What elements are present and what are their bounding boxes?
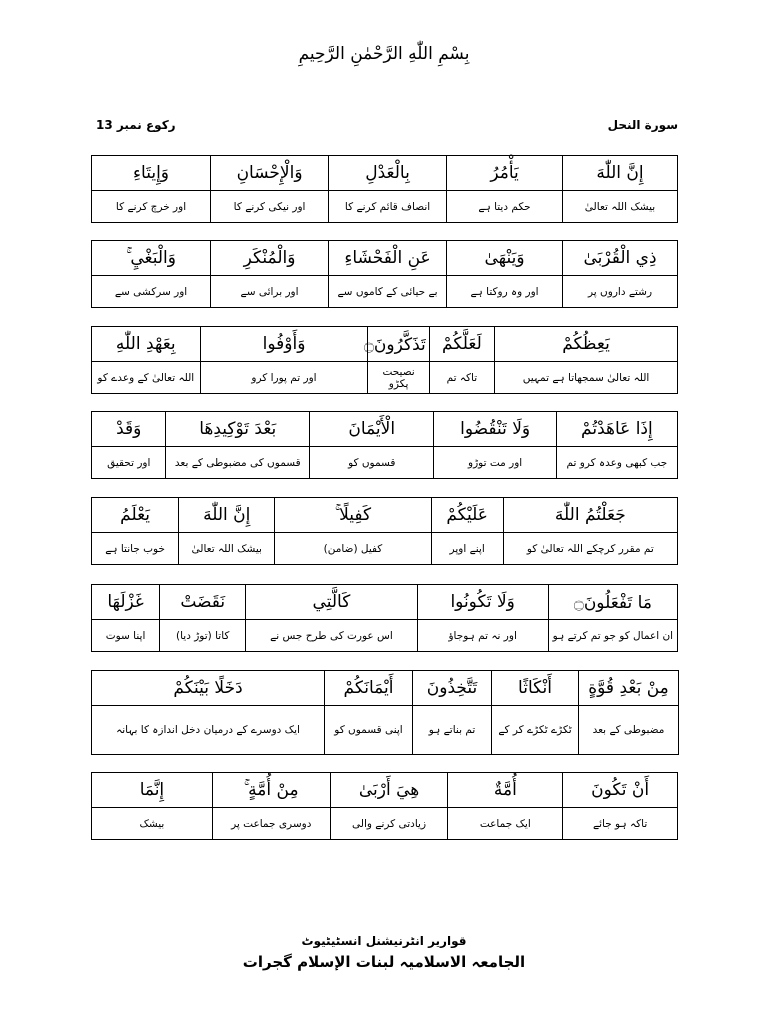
urdu-meaning: اور برائی سے — [211, 276, 329, 308]
arabic-row — [92, 241, 678, 276]
arabic-word: وَقَدْ — [92, 412, 166, 447]
arabic-word: بِعَهْدِ اللّٰهِ — [92, 327, 201, 362]
arabic-word: مِنْ أُمَّةٍ ۚ — [212, 773, 330, 808]
arabic-row — [92, 327, 678, 362]
arabic-word: بَعْدَ تَوْكِيدِهَا — [166, 412, 310, 447]
urdu-meaning: بیشک اللہ تعالیٰ — [563, 191, 678, 223]
urdu-meaning: ان اعمال کو جو تم کرتے ہو — [548, 620, 677, 652]
urdu-meaning: مضبوطی کے بعد — [579, 706, 679, 755]
arabic-word: إِنَّمَا — [92, 773, 213, 808]
arabic-word: مَا تَفْعَلُونَ۝ — [548, 585, 677, 620]
arabic-word: عَنِ الْفَحْشَاءِ — [329, 241, 447, 276]
urdu-meaning: اور خرچ کرنے کا — [92, 191, 211, 223]
urdu-meaning: کفیل (ضامن) — [275, 533, 431, 565]
urdu-meaning: بیشک اللہ تعالیٰ — [179, 533, 275, 565]
arabic-row — [92, 671, 679, 706]
institute-name: قواریر انٹرنیشنل انسٹیٹیوٹ — [301, 934, 467, 948]
urdu-meaning: قسموں کو — [310, 447, 434, 479]
urdu-meaning: اللہ تعالیٰ کے وعدے کو — [92, 362, 201, 394]
urdu-meaning: قسموں کی مضبوطی کے بعد — [166, 447, 310, 479]
urdu-row — [92, 191, 678, 223]
urdu-row — [92, 447, 678, 479]
arabic-word: غَزْلَهَا — [92, 585, 160, 620]
translation-table — [91, 497, 678, 565]
urdu-meaning: اور تحقیق — [92, 447, 166, 479]
translation-table — [91, 411, 678, 479]
urdu-meaning: خوب جانتا ہے — [92, 533, 179, 565]
arabic-row — [92, 156, 678, 191]
arabic-word: يَعْلَمُ — [92, 498, 179, 533]
arabic-word: كَفِيلًا ۚ — [275, 498, 431, 533]
arabic-word: تَتَّخِذُونَ — [413, 671, 492, 706]
arabic-word: أَيْمَانَكُمْ — [325, 671, 413, 706]
arabic-word: دَخَلًا بَيْنَكُمْ — [92, 671, 325, 706]
arabic-word: إِنَّ اللّٰهَ — [179, 498, 275, 533]
translation-table — [91, 240, 678, 308]
arabic-word: وَيَنْهَىٰ — [447, 241, 563, 276]
arabic-word: يَعِظُكُمْ — [495, 327, 678, 362]
arabic-word: وَلَا تَنْقُضُوا — [434, 412, 556, 447]
translation-table — [91, 772, 678, 840]
urdu-meaning: اس عورت کی طرح جس نے — [246, 620, 417, 652]
urdu-meaning: زیادتی کرنے والی — [330, 808, 448, 840]
urdu-meaning: اور نہ تم ہوجاؤ — [417, 620, 548, 652]
urdu-meaning: تم مقرر کرچکے اللہ تعالیٰ کو — [503, 533, 677, 565]
arabic-word: وَلَا تَكُونُوا — [417, 585, 548, 620]
bismillah-heading: بِسْمِ اللّٰهِ الرَّحْمٰنِ الرَّحِيمِ — [298, 44, 470, 64]
urdu-row — [92, 808, 678, 840]
arabic-row — [92, 773, 678, 808]
urdu-row — [92, 362, 678, 394]
translation-table — [91, 584, 678, 652]
urdu-meaning: تاکہ ہو جائے — [563, 808, 678, 840]
arabic-word: وَالْمُنْكَرِ — [211, 241, 329, 276]
urdu-meaning: بے حیائی کے کاموں سے — [329, 276, 447, 308]
arabic-word: إِنَّ اللّٰهَ — [563, 156, 678, 191]
urdu-meaning: حکم دیتا ہے — [447, 191, 563, 223]
urdu-meaning: اور وہ روکتا ہے — [447, 276, 563, 308]
arabic-word: وَأَوْفُوا — [200, 327, 368, 362]
urdu-meaning: اللہ تعالیٰ سمجھاتا ہے تمہیں — [495, 362, 678, 394]
arabic-word: مِنْ بَعْدِ قُوَّةٍ — [579, 671, 679, 706]
arabic-word: أَنْكَاثًا — [492, 671, 579, 706]
urdu-meaning: اپنا سوت — [92, 620, 160, 652]
urdu-meaning: دوسری جماعت پر — [212, 808, 330, 840]
ruku-number: رکوع نمبر 13 — [96, 118, 176, 132]
urdu-meaning: ٹکڑے ٹکڑے کر کے — [492, 706, 579, 755]
urdu-row — [92, 533, 678, 565]
urdu-row — [92, 706, 679, 755]
urdu-meaning: جب کبھی وعدہ کرو تم — [556, 447, 677, 479]
arabic-row — [92, 412, 678, 447]
urdu-meaning: تم بناتے ہو — [413, 706, 492, 755]
arabic-word: لَعَلَّكُمْ — [429, 327, 494, 362]
arabic-word: هِيَ أَرْبَىٰ — [330, 773, 448, 808]
urdu-row — [92, 276, 678, 308]
urdu-meaning: اور تم پورا کرو — [200, 362, 368, 394]
arabic-word: كَالَّتِي — [246, 585, 417, 620]
arabic-word: عَلَيْكُمْ — [431, 498, 503, 533]
arabic-word: بِالْعَدْلِ — [329, 156, 447, 191]
translation-table — [91, 155, 678, 223]
arabic-word: وَإِيتَاءِ — [92, 156, 211, 191]
urdu-meaning: اپنی قسموں کو — [325, 706, 413, 755]
urdu-meaning: نصیحت پکڑو — [368, 362, 429, 394]
urdu-row — [92, 620, 678, 652]
urdu-meaning: ایک جماعت — [448, 808, 563, 840]
urdu-meaning: تاکہ تم — [429, 362, 494, 394]
arabic-word: أَنْ تَكُونَ — [563, 773, 678, 808]
urdu-meaning: ایک دوسرے کے درمیان دخل اندازہ کا بہانہ — [92, 706, 325, 755]
urdu-meaning: رشتے داروں پر — [563, 276, 678, 308]
surah-name: سورة النحل — [607, 118, 678, 132]
arabic-word: نَقَضَتْ — [160, 585, 246, 620]
urdu-meaning: اور سرکشی سے — [92, 276, 211, 308]
urdu-meaning: اور نیکی کرنے کا — [211, 191, 329, 223]
urdu-meaning: اپنے اوپر — [431, 533, 503, 565]
arabic-word: تَذَكَّرُونَ۝ — [368, 327, 429, 362]
arabic-row — [92, 585, 678, 620]
arabic-row — [92, 498, 678, 533]
arabic-word: الْأَيْمَانَ — [310, 412, 434, 447]
arabic-word: وَالْبَغْيِ ۚ — [92, 241, 211, 276]
arabic-word: إِذَا عَاهَدْتُمْ — [556, 412, 677, 447]
arabic-word: أُمَّةٌ — [448, 773, 563, 808]
arabic-word: ذِي الْقُرْبَىٰ — [563, 241, 678, 276]
urdu-meaning: کاتا (توڑ دیا) — [160, 620, 246, 652]
arabic-word: يَأْمُرُ — [447, 156, 563, 191]
arabic-word: وَالْإِحْسَانِ — [211, 156, 329, 191]
translation-table — [91, 670, 679, 755]
college-name: الجامعہ الاسلامیہ لبنات الإسلام گجرات — [242, 953, 526, 971]
arabic-word: جَعَلْتُمُ اللّٰهَ — [503, 498, 677, 533]
urdu-meaning: اور مت توڑو — [434, 447, 556, 479]
translation-table — [91, 326, 678, 394]
urdu-meaning: بیشک — [92, 808, 213, 840]
urdu-meaning: انصاف قائم کرنے کا — [329, 191, 447, 223]
